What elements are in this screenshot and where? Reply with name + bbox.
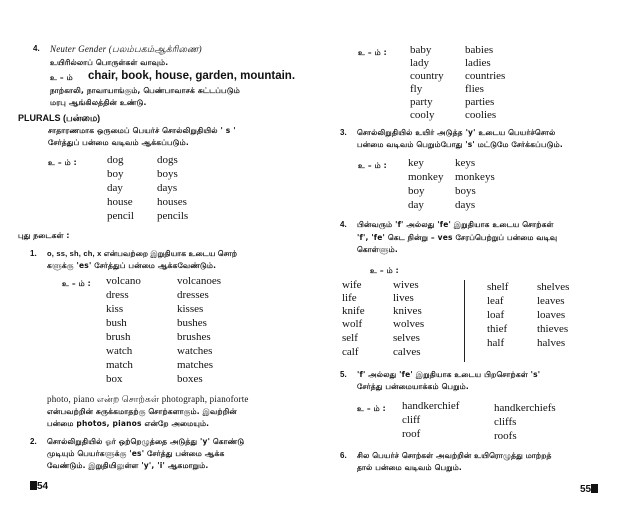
singular-word: country [410,70,444,82]
text-line: பன்மை வடிவம் பெறும்போது 's' மட்டுமே சேர்க்கப்படும். [357,140,563,149]
singular-word: house [107,196,133,208]
example-label: உ – ம் [50,73,73,82]
singular-word: bush [106,317,127,329]
plural-word: matches [177,359,214,371]
plural-word: roofs [494,430,517,442]
text-line: தால் பன்மை வடிவம் பெறும். [357,463,462,472]
plural-word: babies [465,44,494,56]
text-line: சில பெயர்ச் சொற்கள் அவற்றின் உயிரொழுத்து மாற்றத் [357,451,552,460]
text-line: வேண்டும். இறுதியிலுள்ள 'y', 'i' ஆகமாறும். [47,461,209,470]
text-line: நாற்காலி, நாவாயாங்கும், பெண்பாவாசக் சுட்டப்படும் [50,86,240,95]
plural-word: houses [157,196,187,208]
singular-word: half [487,337,505,349]
plural-word: leaves [537,295,565,307]
plural-word: bushes [177,317,207,329]
rule-number: 1. [30,249,37,258]
section-number: 4. [33,44,40,53]
plural-word: calves [393,346,421,358]
page-number: 55 [580,484,598,495]
rules-heading: புது நடைகள் : [18,231,70,240]
singular-word: knife [342,305,365,317]
singular-word: kiss [106,303,124,315]
plural-word: parties [465,96,495,108]
page-marker [591,484,598,493]
text-line: சேர்த்து பன்மையாக்கம் பெறும். [357,382,469,391]
section-title: Neuter Gender (பலம்பகம்ஆக்ரிணை) [50,44,202,54]
rule-number: 3. [340,128,347,137]
example-label: உ – ம் : [62,279,91,288]
plural-word: ladies [465,57,491,69]
plural-word: brushes [177,331,211,343]
singular-word: thief [487,323,508,335]
column-divider [464,280,465,362]
singular-word: brush [106,331,131,343]
singular-word: boy [408,185,425,197]
example-text: chair, book, house, garden, mountain. [88,70,296,82]
plural-word: wolves [393,318,425,330]
plural-word: selves [393,332,420,344]
singular-word: box [106,373,123,385]
plural-word: days [157,182,178,194]
singular-word: lady [410,57,429,69]
singular-word: watch [106,345,133,357]
rule-number: 4. [340,220,347,229]
text-line: உயிரில்லாப் பொருள்கள் வாவும். [50,58,169,67]
note-line: பன்மை photos, pianos என்றே அமையும். [47,419,210,428]
plural-word: dresses [177,289,209,301]
singular-word: shelf [487,281,509,293]
singular-word: party [410,96,433,108]
plural-word: days [455,199,476,211]
text-line: பின்வரும் 'f' அல்லது 'fe' இறுதியாக உடைய சொற்கள் [357,220,554,229]
plural-word: monkeys [455,171,495,183]
plural-word: shelves [537,281,570,293]
singular-word: key [408,157,424,169]
singular-word: pencil [107,210,134,222]
singular-word: volcano [106,275,141,287]
text-line: சாதாரணமாக ஒருமைப் பெயர்ச் சொல்லிறுதியில் ' s ' [48,126,236,135]
plural-word: boys [455,185,476,197]
plural-word: pencils [157,210,189,222]
text-line: o, ss, sh, ch, x என்பவற்றை இறுதியாக உடைய சொற் [47,249,238,258]
singular-word: baby [410,44,432,56]
rule-number: 5. [340,370,347,379]
plural-word: lives [393,292,414,304]
plural-word: loaves [537,309,566,321]
singular-word: dress [106,289,129,301]
plural-word: kisses [177,303,204,315]
text-line: களுக்கு 'es' சேர்த்துப் பன்மை ஆக்கவேண்டும். [47,261,217,270]
text-line: சொல்லிறுதியில் ஓர் ஒற்றெழுத்தை அடுத்து 'y' கொண்டு [47,437,245,446]
plural-word: thieves [537,323,569,335]
plural-word: keys [455,157,476,169]
singular-word: wife [342,279,362,291]
text-line: மரபு ஆங்கிலத்தின் உண்டு. [50,98,147,107]
singular-word: match [106,359,133,371]
singular-word: handkerchief [402,400,460,412]
plural-word: countries [465,70,506,82]
text-line: சொல்லிறுதியில் உயிர் அடுத்த 'y' உடைய பெயர்ச்சொல் [357,128,556,137]
plural-word: cliffs [494,416,517,428]
singular-word: leaf [487,295,504,307]
singular-word: dog [107,154,124,166]
singular-word: boy [107,168,124,180]
singular-word: calf [342,346,359,358]
text-line: முடியும் பெயர்களுக்கு 'es' சேர்த்து பன்மை ஆக்க [47,449,225,458]
note-line: என்பவற்றின் சுருக்கமாதற்கு சொற்களாகும். இவற்றின் [47,407,237,416]
singular-word: monkey [408,171,444,183]
example-label: உ – ம் : [370,266,399,275]
plural-word: boxes [177,373,203,385]
plural-word: coolies [465,109,497,121]
section-heading: PLURALS (பன்மை) [18,113,101,123]
singular-word: fly [410,83,423,95]
singular-word: day [107,182,123,194]
example-label: உ – ம் : [358,161,387,170]
singular-word: cliff [402,414,421,426]
page-number: 54 [30,481,48,492]
text-line: சேர்த்துப் பன்மை வடிவம் ஆக்கப்படும். [48,138,189,147]
plural-word: handkerchiefs [494,402,556,414]
plural-word: watches [177,345,213,357]
text-line: 'f' அல்லது 'fe' இறுதியாக உடைய பிறசொற்கள் 's' [357,370,541,379]
singular-word: roof [402,428,421,440]
text-line: 'f', 'fe' கெட நின்று – ves சேரப்பெற்றுப் பன்மை வடிவு [357,233,558,242]
plural-word: knives [393,305,422,317]
plural-word: wives [393,279,419,291]
example-label: உ – ம் : [48,158,77,167]
singular-word: wolf [342,318,363,330]
example-label: உ – ம் : [358,48,387,57]
plural-word: dogs [157,154,178,166]
plural-word: volcanoes [177,275,221,287]
rule-number: 2. [30,437,37,446]
singular-word: self [342,332,358,344]
singular-word: day [408,199,424,211]
singular-word: life [342,292,357,304]
singular-word: loaf [487,309,505,321]
singular-word: cooly [410,109,435,121]
note-line: photo, piano என்ற சொற்கள் photograph, pianoforte [47,394,249,404]
plural-word: halves [537,337,566,349]
rule-number: 6. [340,451,347,460]
plural-word: flies [465,83,484,95]
example-label: உ – ம் : [357,404,386,413]
text-line: கொள்ளும். [357,245,398,254]
page-marker [30,481,37,490]
plural-word: boys [157,168,178,180]
